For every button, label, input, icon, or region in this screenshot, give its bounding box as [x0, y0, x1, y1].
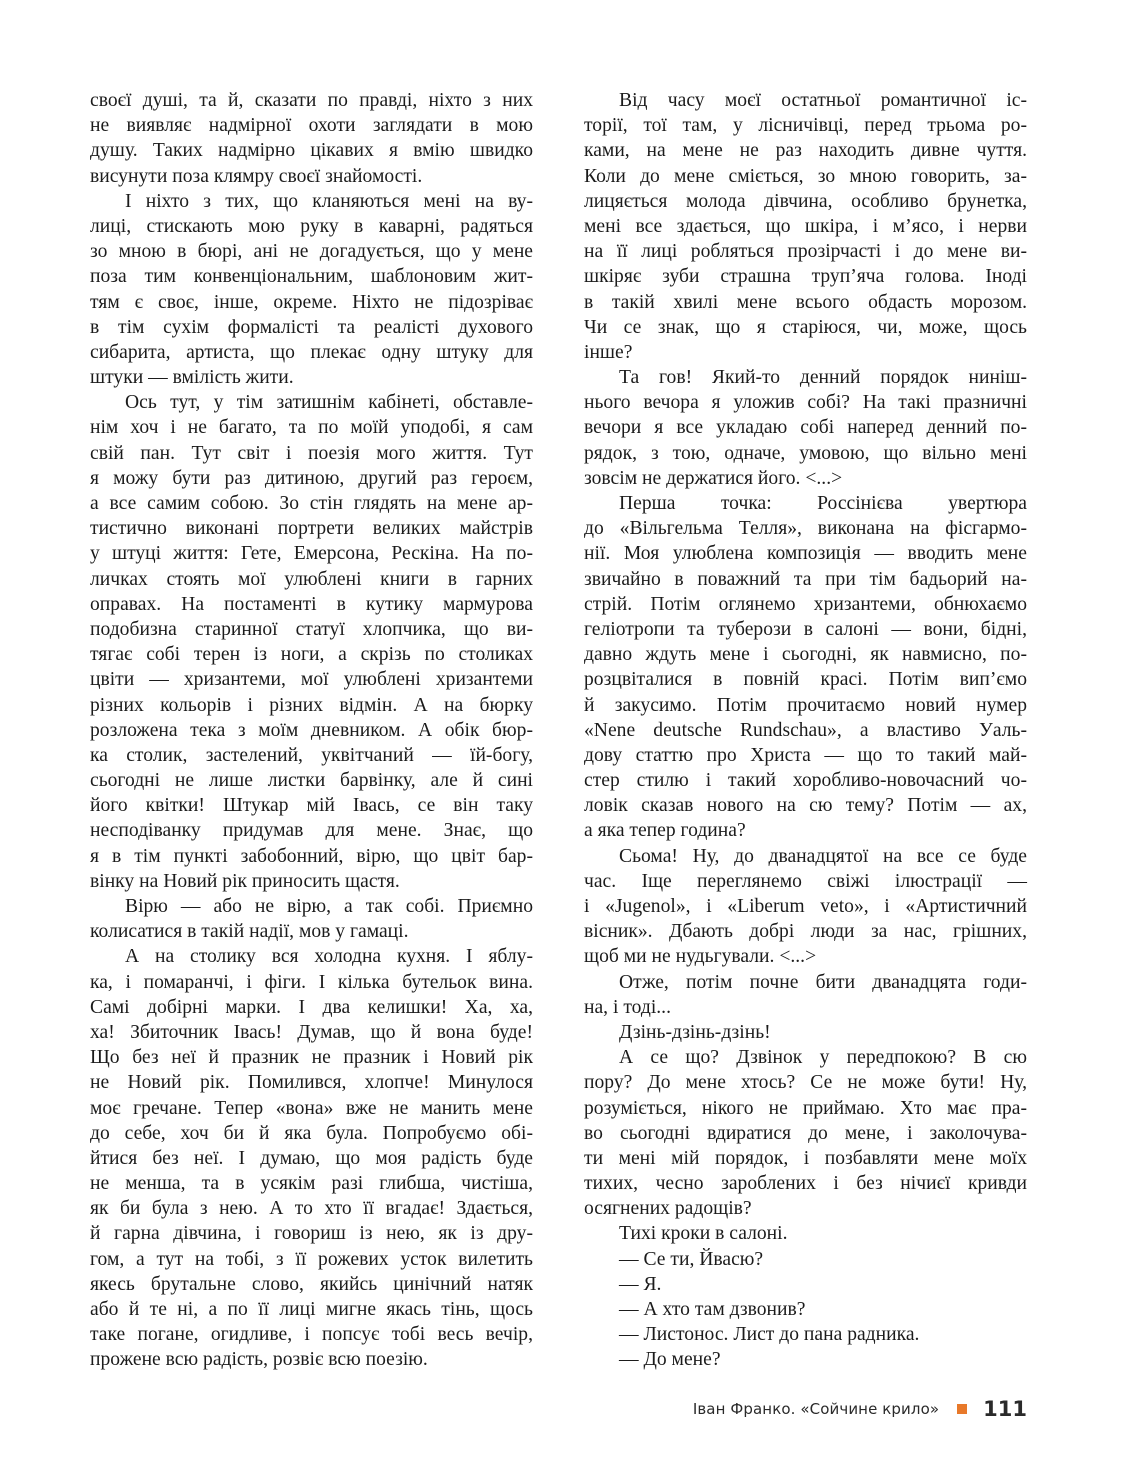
right-column-text-line: Коли до мене сміється, зо мною говорить, за- [584, 165, 1027, 187]
left-column-text-line: гом, а тут на тобі, з її рожевих усток вилетить [90, 1248, 533, 1270]
left-column-text-line: нім хоч і не багато, та по моїй уподобі, я сам [90, 417, 533, 439]
left-column-text-line: а все самим собою. Зо стін глядять на мене ар- [90, 493, 533, 514]
left-column-text-line: у штуці життя: Гете, Емерсона, Рескіна. На по- [90, 543, 533, 565]
right-column-text-line: — Я. [619, 1273, 662, 1295]
left-column-text-line: подобизна старинної статуї хлопчика, що ви- [90, 618, 533, 640]
left-column-text-line: йтися без неї. І думаю, що моя радість буде [90, 1147, 533, 1169]
right-column-text-line: стер стилю і такий хоробливо-новочасний чо- [584, 770, 1027, 792]
left-column-text-line: Ось тут, у тім затишнім кабінеті, обставле- [125, 392, 533, 414]
left-column-text-line: я в тім пункті забобонний, вірю, що цвіт бар- [90, 845, 533, 867]
right-column-text-line: ловік сказав нового на сю тему? Потім — ах, [584, 795, 1027, 817]
right-column-text-line: і «Jugenol», і «Liberum veto», і «Артистичний [584, 896, 1027, 917]
left-column-text-line: своєї душі, та й, сказати по правді, ніхто з них [90, 90, 533, 111]
right-column-text-line: дову статтю про Христа — що то такий май- [584, 744, 1027, 766]
right-column-text-line: Дзінь-дзінь-дзінь! [619, 1021, 771, 1043]
right-column-text-line: Та гов! Який-то денний порядок нинiш- [619, 367, 1027, 389]
left-column-text-line: тистично виконані портрети великих майстрів [90, 518, 533, 540]
right-column-text-line: в такій хвилі мене всього обдасть морозом. [584, 291, 1027, 313]
left-column-text-line: лиці, стискають мою руку в каварні, радяться [90, 215, 533, 237]
running-title: Іван Франко. «Сойчине крило» [692, 1400, 940, 1418]
left-column-text-line: розложена тека з моїм дневником. А обік бюр- [90, 719, 533, 741]
right-column-text-line: стрій. Потім оглянемо хризантеми, обнюхаємо [584, 593, 1027, 615]
right-column-text-line: геліотропи та туберози в салоні — вони, бідні, [584, 618, 1027, 640]
right-column-text-line: на, і тоді... [584, 996, 671, 1018]
right-column-text-line: вечори я все укладаю собі наперед денний по- [584, 417, 1027, 439]
left-column-text-line: таке погане, огидливе, і попсує тобі весь вечір, [90, 1324, 533, 1346]
left-column-text-line: висунути поза клямру своєї знайомості. [90, 165, 423, 187]
left-column-text-line: Що без неї й празник не празник і Новий рік [90, 1047, 533, 1069]
left-column-text-line: штуки — вмілість жити. [90, 367, 294, 389]
left-column-text-line: вінку на Новий рік приносить щастя. [90, 870, 400, 892]
right-column-text-line: лицяється молода дівчина, особливо брунетка, [584, 190, 1027, 212]
page-footer [693, 1395, 1027, 1423]
left-column-text-line: й гарна дівчина, і говориш із нею, як із дру- [90, 1223, 533, 1245]
right-column-text-line: вісник». Дбають добрі люди за нас, грішних, [584, 921, 1027, 943]
right-column-text-line: давно ждуть мене і сьогодні, як навмисно, по- [584, 644, 1027, 666]
left-column-text-line: ха! Збиточник Івась! Думав, що й вона буде! [90, 1021, 533, 1043]
left-column-text-line: Вірю — або не вірю, а так собі. Приємно [125, 896, 533, 917]
left-column-text-line: я можу бути раз дитиною, другий раз героєм, [90, 467, 533, 489]
left-column-text-line: А на столику вся холодна кухня. І яблу- [125, 946, 533, 968]
right-column-text-line: рядок, з тою, одначе, умовою, що вільно мені [584, 442, 1027, 464]
left-column-text-line: поза тим конвенціональним, шаблоновим жит- [90, 266, 533, 288]
right-column-text-line: нього вечора я уложив собі? На такі празничні [584, 392, 1027, 414]
right-column-text-line: нії. Моя улюблена композиція — вводить мене [584, 543, 1027, 565]
left-column-text-line: не менша, та в усякім разі глибша, чистіша, [90, 1173, 533, 1195]
right-column-text-line: А се що? Дзвінок у передпокою? В сю [619, 1047, 1027, 1069]
right-column-text-line: зовсім не держатися його. <...> [584, 467, 843, 489]
right-column-text-line: торії, тої там, у лісничівці, перед трьома ро- [584, 115, 1027, 137]
left-column-text-line: тягає собі терен із ноги, а скрізь по столиках [90, 644, 533, 666]
right-column-text-line: мені все здається, що шкіра, і м’ясо, і нерви [584, 215, 1027, 237]
left-column-text-line: не виявляє надмірної охоти заглядати в мою [90, 115, 533, 137]
right-column-text-line: — До мене? [619, 1349, 721, 1371]
right-column-text-line: на її лиці робляться прозірчасті і до мене ви- [584, 241, 1027, 263]
right-column-text-line: Перша точка: Россінієва увертюра [619, 493, 1027, 514]
left-column-text-line: сьогодні не лише листки барвінку, але й сині [90, 770, 533, 792]
left-column-text-line: ка столик, застелений, уквітчаний — їй-богу, [90, 744, 533, 766]
left-column-text-line: колисатися в такій надії, мов у гамаці. [90, 921, 409, 943]
left-column-text-line: І ніхто з тих, що кланяються мені на ву- [125, 190, 533, 212]
left-column-text-line: ка, і помаранчі, і фіги. І кілька бутельок вина. [90, 971, 533, 993]
right-column-text-line: Чи се знак, що я старіюся, чи, може, щось [584, 316, 1027, 338]
left-column-text-line: якесь брутальне слово, якийсь цинічний натяк [90, 1273, 533, 1295]
right-column-text-line: Отже, потім почне бити дванадцята годи- [619, 971, 1027, 993]
right-column-text-line: Тихі кроки в салоні. [619, 1223, 788, 1245]
right-column-text-line: розуміється, нікого не приймаю. Хто має пра- [584, 1097, 1027, 1119]
left-column-text-line: моє гречане. Тепер «вона» вже не манить мене [90, 1097, 533, 1119]
right-column-text-line: до «Вільгельма Телля», виконана на фісгармо- [584, 518, 1027, 540]
right-column-text-line: — А хто там дзвонив? [619, 1299, 806, 1320]
left-column-text-line: як би була з нею. А то хто її вгадає! Здається, [90, 1198, 533, 1220]
right-column-text-line: інше? [584, 341, 633, 363]
left-text-column [90, 88, 533, 1373]
right-column-text-line: — Се ти, Йвасю? [619, 1248, 764, 1270]
right-column-text-line: «Nene deutsche Rundschau», а властиво Уаль- [584, 719, 1027, 741]
right-column-text-line: тихих, чесно зароблених і без нічиєї кривди [584, 1173, 1027, 1195]
orange-square-marker [957, 1404, 967, 1414]
page-number: 111 [983, 1397, 1027, 1421]
right-column-text-line: Від часу моєї остатньої романтичної іс- [619, 90, 1027, 111]
right-column-text-line: во сьогодні вдиратися до мене, і заколочува- [584, 1122, 1027, 1144]
right-column-text-line: звичайно в поважний та при тім бадьорий на- [584, 568, 1027, 590]
left-column-text-line: або й те ні, а по її лиці мигне якась тінь, щось [90, 1299, 533, 1320]
right-column-text-line: ти мені мій порядок, і позбавляти мене моїх [584, 1147, 1027, 1169]
right-column-text-line: й закусимо. Потім прочитаємо новий нумер [584, 694, 1027, 716]
right-text-column [584, 88, 1027, 1373]
right-column-text-line: пору? До мене хтось? Се не може бути! Ну, [584, 1072, 1027, 1094]
left-column-text-line: в тім сухім формалісті та реалісті духового [90, 316, 533, 338]
left-column-text-line: цвіти — хризантеми, мої улюблені хризантеми [90, 669, 533, 691]
left-column-text-line: несподіванку придумав для мене. Знає, що [90, 820, 533, 842]
left-column-text-line: не Новий рік. Помилився, хлопче! Минулося [90, 1072, 533, 1094]
left-column-text-line: зо мною в бюрі, ані не догадується, що у мене [90, 241, 533, 263]
left-column-text-line: тям є своє, інше, окреме. Ніхто не підозріває [90, 291, 533, 313]
left-column-text-line: личках стоять мої улюблені книги в гарних [90, 568, 533, 590]
left-column-text-line: оправах. На постаменті в кутику мармурова [90, 593, 533, 615]
right-column-text-line: час. Іще переглянемо свіжі ілюстрації — [584, 870, 1027, 892]
right-column-text-line: осягнених радощів? [584, 1198, 752, 1220]
right-column-text-line: а яка тепер година? [584, 820, 746, 842]
left-column-text-line: душу. Таких надмірно цікавих я вмію швидко [90, 140, 533, 162]
left-column-text-line: різних кольорів і різних відмін. А на бюрку [90, 694, 533, 716]
right-column-text-line: Сьома! Ну, до дванадцятої на все се буде [619, 845, 1027, 867]
left-column-text-line: його квітки! Штукар мій Івась, се він таку [90, 795, 533, 817]
left-column-text-line: до себе, хоч би й яка була. Попробуємо обі- [90, 1122, 533, 1144]
right-column-text-line: щоб ми не нудьгували. <...> [584, 946, 817, 968]
left-column-text-line: Самі добірні марки. І два келишки! Ха, ха, [90, 996, 533, 1018]
right-column-text-line: — Листонос. Лист до пана радника. [619, 1324, 920, 1346]
left-column-text-line: сибарита, артиста, що плекає одну штуку для [90, 341, 533, 363]
left-column-text-line: прожене всю радість, розвіє всю поезію. [90, 1349, 428, 1371]
right-column-text-line: ками, на мене не раз находить дивне чуття. [584, 140, 1027, 162]
right-column-text-line: розцвіталися в повній красі. Потім вип’ємо [584, 669, 1027, 691]
left-column-text-line: свій пан. Тут світ і поезія мого життя. Тут [90, 442, 533, 464]
right-column-text-line: шкіряє зуби страшна труп’яча голова. Іноді [584, 266, 1027, 288]
